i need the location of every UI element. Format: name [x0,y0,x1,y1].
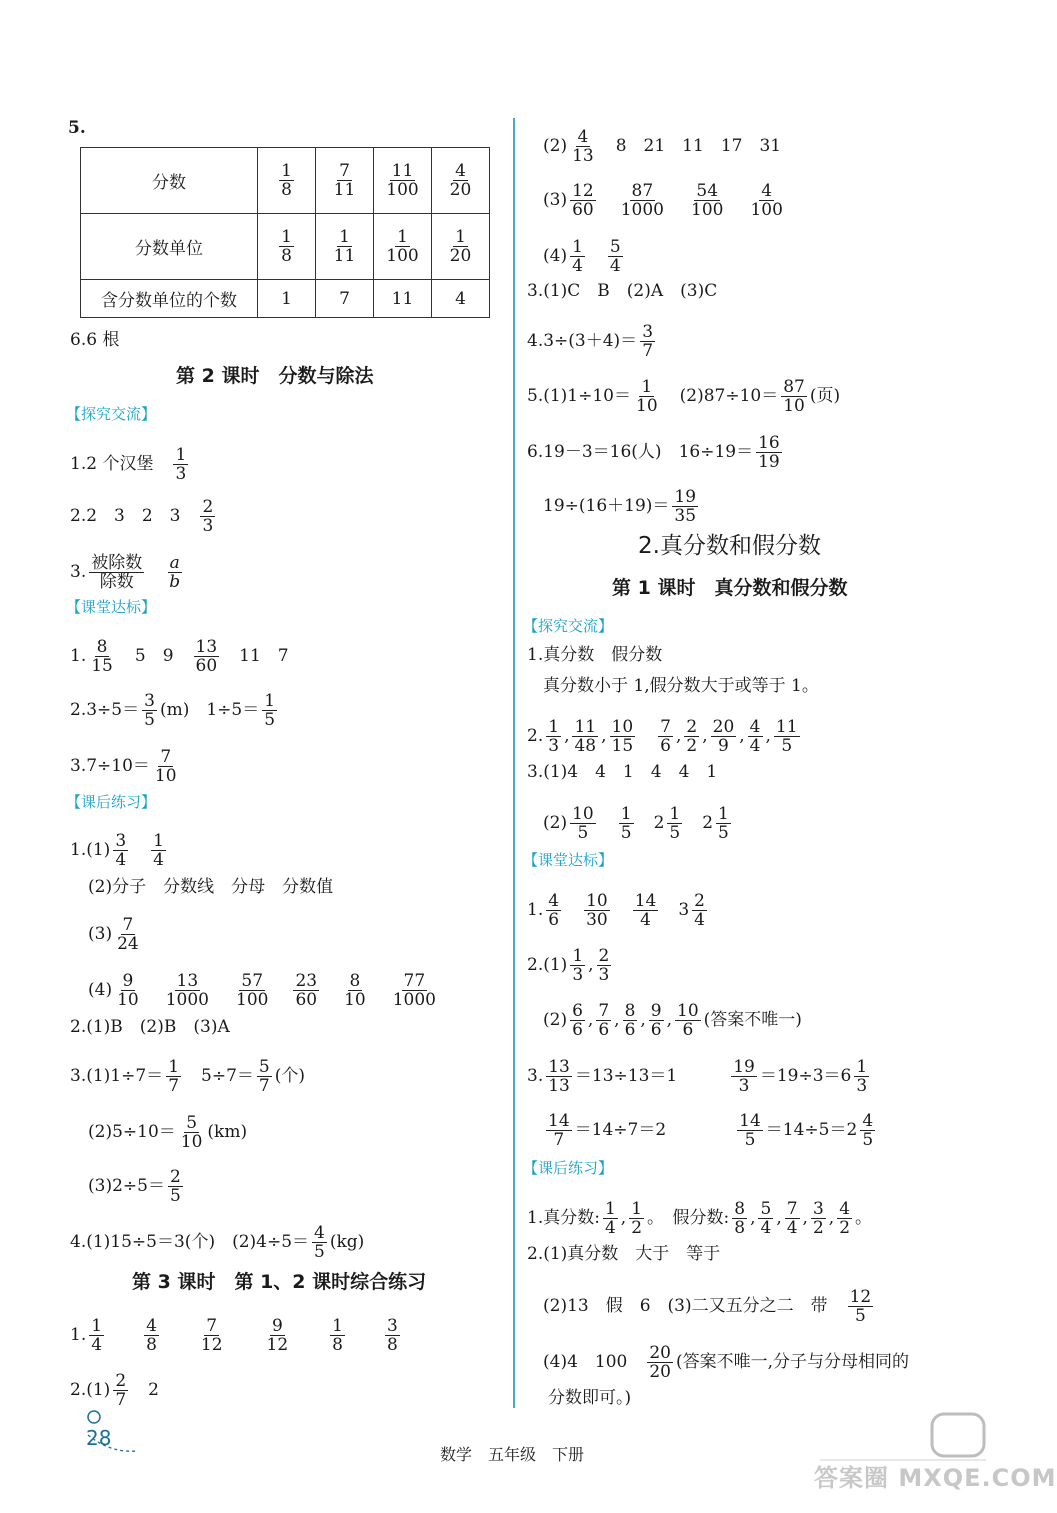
tag-class: 【课堂达标】 [66,598,157,616]
r-after-2-1: 2.(1)真分数 大于 等于 [527,1244,721,1264]
table-cell: 4 [432,280,490,318]
page-footer: 数学 五年级 下册 [440,1445,585,1464]
table-header-cell: 含分数单位的个数 [81,280,258,318]
table-cell: $\frac{4}{20}$ [432,148,490,214]
table-cell: $\frac{11}{100}$ [374,148,432,214]
lesson1-title: 第 1 课时 真分数和假分数 [612,577,848,599]
table-cell: 1 [258,280,316,318]
table-cell: $\frac{1}{8}$ [258,214,316,280]
lesson3-q1: 1. $\frac{1}{4}$ $\frac{4}{8}$ $\frac{7}{12}$ $\frac{9}{12}$ $\frac{1}{8}$ $\frac{3}{8}$ [70,1316,398,1355]
after-3-2: (2)5÷10＝ $\frac{5}{10}$ (km) [88,1113,248,1152]
q6-answer-right-2: 19÷(16＋19)＝ $\frac{19}{35}$ [543,487,697,526]
r-class-3-2: $\frac{14}{7}$ ＝14÷7＝2 $\frac{14}{5}$ ＝14÷5＝2 $\frac{4}{5}$ [548,1111,874,1150]
tag-explore: 【探究交流】 [66,405,157,423]
class-3: 3.7÷10＝ $\frac{7}{10}$ [70,747,177,786]
r-q4: (4) $\frac{1}{4}$ $\frac{5}{4}$ [543,237,621,276]
tag-explore-right: 【探究交流】 [523,617,614,635]
fraction-table [80,147,490,318]
after-4: 4.(1)15÷5＝3(个) (2)4÷5＝ $\frac{4}{5}$ (kg) [70,1223,365,1262]
r-explore-1-note: 真分数小于 1,假分数大于或等于 1。 [543,676,819,696]
column-divider [513,118,515,1408]
tag-class-right: 【课堂达标】 [523,851,614,869]
q6-answer-right: 6.19－3＝16(人) 16÷19＝ $\frac{16}{19}$ [527,433,780,472]
table-cell: $\frac{1}{11}$ [316,214,374,280]
after-3-3: (3)2÷5＝ $\frac{2}{5}$ [88,1167,181,1206]
after-1-3: (3) $\frac{7}{24}$ [88,915,139,954]
table-cell: $\frac{1}{20}$ [432,214,490,280]
lesson3-title: 第 3 课时 第 1、2 课时综合练习 [132,1271,427,1293]
r-after-2-2: (2)13 假 6 (3)二又五分之二 带 $\frac{12}{5}$ [543,1287,872,1326]
after-3-1: 3.(1)1÷7＝ $\frac{1}{7}$ 5÷7＝ $\frac{5}{7}$ (个) [70,1057,305,1096]
r-class-2-2: (2) $\frac{6}{6}$ , $\frac{7}{6}$ , $\frac{8}{6}$ , $\frac{9}{6}$ , $\frac{10}{6}$ (答案不唯一) [543,1001,802,1040]
table-cell: $\frac{7}{11}$ [316,148,374,214]
table-cell: 7 [316,280,374,318]
explore-2: 2.2 3 2 3 $\frac{2}{3}$ [70,497,214,536]
r-after-2-4: (4)4 100 $\frac{20}{20}$ (答案不唯一,分子与分母相同的 [543,1343,910,1382]
mascot-icon [80,1405,140,1465]
q5-answer: 5.(1)1÷10＝ $\frac{1}{10}$ (2)87÷10＝ $\frac{87}{10}$ (页) [527,377,841,416]
table-cell: 11 [374,280,432,318]
lesson2-title: 第 2 课时 分数与除法 [176,365,374,387]
r-explore-2: 2. $\frac{1}{3}$ , $\frac{11}{48}$ , $\frac{10}{15}$ $\frac{7}{6}$ , $\frac{2}{2}$ , $\frac{20}{9}$ , $\frac{4}{4}$ , $\frac{11}{5}$ [527,717,798,756]
explore-1: 1.2 个汉堡 $\frac{1}{3}$ [70,445,187,484]
tag-after: 【课后练习】 [66,793,157,811]
q5-label: 5. [68,118,86,138]
r-q3: (3) $\frac{12}{60}$ $\frac{87}{1000}$ $\frac{54}{100}$ $\frac{4}{100}$ [543,181,783,220]
after-1-2: (2)分子 分数线 分母 分数值 [88,877,334,897]
r-class-3-1: 3. $\frac{13}{13}$ ＝13÷13＝1 $\frac{19}{3}$ ＝19÷3＝6 $\frac{1}{3}$ [527,1057,868,1096]
q4-answer: 4.3÷(3＋4)＝ $\frac{3}{7}$ [527,322,654,361]
table-cell: $\frac{1}{8}$ [258,148,316,214]
r-explore-3-1: 3.(1)4 4 1 4 4 1 [527,762,718,782]
table-header-cell: 分数 [81,148,258,214]
section-title: 2.真分数和假分数 [638,533,821,559]
watermark-text: 答案圈 MXQE.COM [814,1464,1057,1492]
q6-answer: 6.6 根 [70,330,120,350]
after-1-4: (4) $\frac{9}{10}$ $\frac{13}{1000}$ $\frac{57}{100}$ $\frac{23}{60}$ $\frac{8}{10}$ $\frac{77}{1000}$ [88,971,436,1010]
tag-after-right: 【课后练习】 [523,1159,614,1177]
class-1: 1. $\frac{8}{15}$ 5 9 $\frac{13}{60}$ 11 7 [70,637,289,676]
page-number: 28 [86,1426,112,1450]
q3-answer: 3.(1)C B (2)A (3)C [527,281,718,301]
r-explore-3-2: (2) $\frac{10}{5}$ $\frac{1}{5}$ 2 $\frac{1}{5}$ 2 $\frac{1}{5}$ [543,804,729,843]
r-explore-1: 1.真分数 假分数 [527,645,663,665]
table-cell: $\frac{1}{100}$ [374,214,432,280]
lesson3-q2: 2.(1) $\frac{2}{7}$ 2 [70,1371,159,1410]
r-class-1: 1. $\frac{4}{6}$ $\frac{10}{30}$ $\frac{14}{4}$ 3 $\frac{2}{4}$ [527,891,705,930]
after-1-1: 1.(1) $\frac{3}{4}$ $\frac{1}{4}$ [70,831,164,870]
table-header-cell: 分数单位 [81,214,258,280]
class-2: 2.3÷5＝ $\frac{3}{5}$ (m) 1÷5＝ $\frac{1}{5}$ [70,691,276,730]
explore-3: 3. 被除数 除数 $\frac{a}{b}$ [70,553,181,592]
watermark-logo [814,1410,1057,1506]
r-after-1: 1.真分数: $\frac{1}{4}$ , $\frac{1}{2}$ 。 假分数: $\frac{8}{8}$ , $\frac{5}{4}$ , $\frac{7}{4}$ , $\frac{3}{2}$ , $\frac{4}{2}$ 。 [527,1199,873,1238]
r-class-2-1: 2.(1) $\frac{1}{3}$ , $\frac{2}{3}$ [527,946,610,985]
r-q2: (2) $\frac{4}{13}$ 8 21 11 17 31 [543,127,782,166]
after-2: 2.(1)B (2)B (3)A [70,1017,230,1037]
r-after-2-4-cont: 分数即可。) [548,1388,632,1408]
